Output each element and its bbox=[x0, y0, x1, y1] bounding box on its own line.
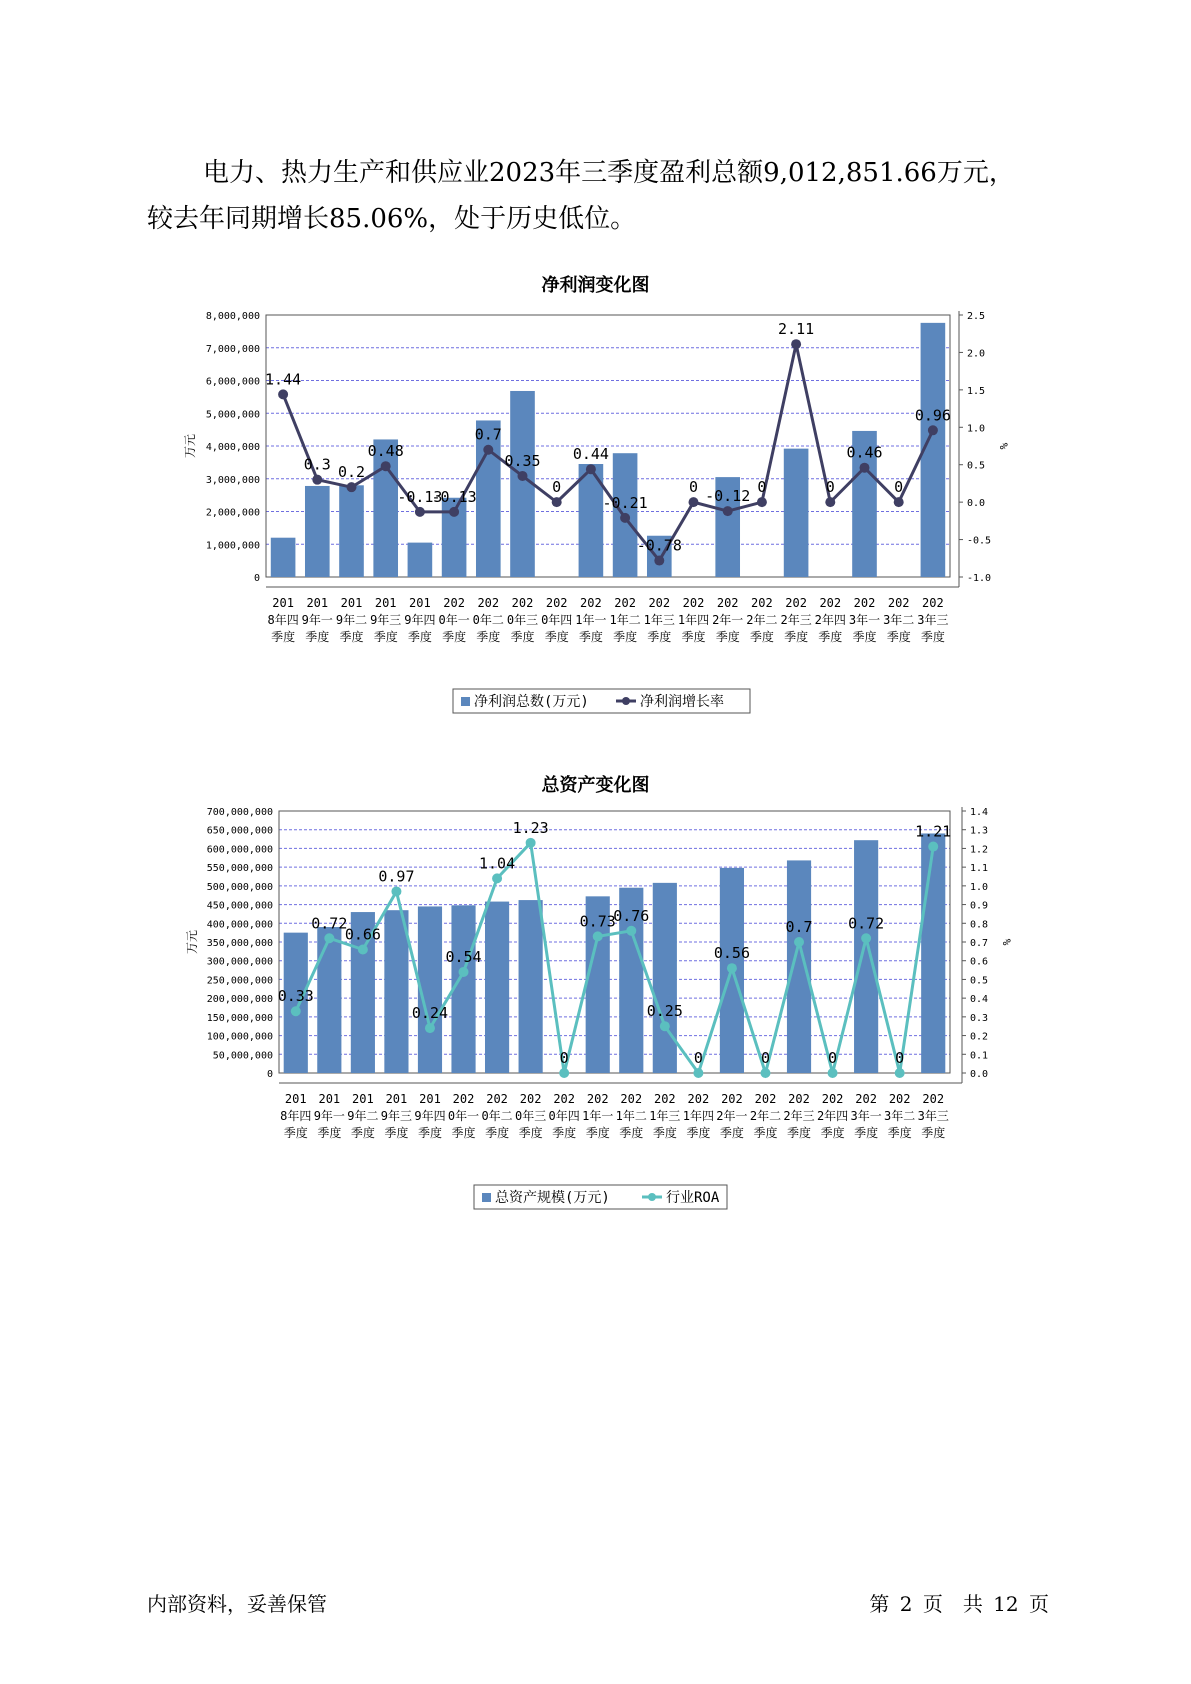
y2-tick-label: 0.6 bbox=[970, 956, 989, 968]
y-tick-label: 3,000,000 bbox=[205, 474, 260, 486]
footer-confidential-note: 内部资料，妥善保管 bbox=[147, 1592, 327, 1616]
y-tick-label: 600,000,000 bbox=[206, 844, 273, 856]
line-point bbox=[593, 931, 603, 941]
x-category-label: 202 3年三季度 bbox=[917, 596, 949, 644]
line-data-label: 0 bbox=[559, 1049, 569, 1067]
y-tick-label: 4,000,000 bbox=[205, 442, 260, 453]
line-data-label: 0.96 bbox=[914, 406, 951, 425]
legend-bar-label: 净利润总数(万元) bbox=[474, 694, 589, 710]
line-data-label: 0.24 bbox=[411, 1004, 449, 1023]
line-point bbox=[358, 944, 368, 954]
bar bbox=[339, 485, 364, 577]
line-point bbox=[757, 497, 767, 507]
line-point bbox=[278, 389, 288, 399]
line-point bbox=[894, 497, 904, 507]
x-category-label: 202 0年四季度 bbox=[548, 1092, 580, 1140]
x-category-label: 201 9年二季度 bbox=[335, 596, 368, 644]
line-data-label: 0 bbox=[757, 478, 767, 497]
y-tick-label: 100,000,000 bbox=[206, 1031, 273, 1043]
y-tick-label: 300,000,000 bbox=[206, 956, 273, 968]
line-point bbox=[552, 497, 562, 507]
y2-tick-label: 0.1 bbox=[970, 1050, 989, 1062]
legend-bar-swatch bbox=[482, 1193, 491, 1202]
line-point bbox=[791, 339, 801, 349]
line-point bbox=[483, 445, 493, 455]
line-point bbox=[381, 461, 391, 471]
x-category-label: 202 3年一季度 bbox=[848, 596, 881, 644]
line-data-label: 0 bbox=[894, 478, 904, 497]
y-tick-label: 7,000,000 bbox=[205, 343, 260, 355]
line-data-label: 0 bbox=[552, 478, 562, 497]
x-category-label: 202 1年三季度 bbox=[643, 596, 675, 644]
x-category-label: 201 8年四季度 bbox=[267, 596, 299, 644]
line-point bbox=[794, 937, 804, 947]
line-data-label: 0 bbox=[828, 1049, 838, 1067]
x-category-label: 201 9年二季度 bbox=[347, 1092, 379, 1140]
bar bbox=[921, 833, 945, 1073]
x-category-label: 202 0年三季度 bbox=[515, 1092, 547, 1140]
x-category-label: 202 0年一季度 bbox=[447, 1092, 480, 1140]
line-data-label: 2.11 bbox=[778, 320, 815, 339]
net-profit-chart bbox=[0, 300, 1191, 720]
line-point bbox=[347, 482, 357, 492]
line-data-label: 1.04 bbox=[479, 854, 516, 873]
footer-page-number: 第 2 页 共 12 页 bbox=[869, 1592, 1049, 1616]
y-tick-label: 200,000,000 bbox=[206, 994, 273, 1006]
y-tick-label: 2,000,000 bbox=[205, 507, 260, 519]
line-data-label: 0.66 bbox=[344, 925, 381, 944]
x-category-label: 201 9年一季度 bbox=[313, 1092, 345, 1140]
bar bbox=[784, 449, 809, 577]
x-category-label: 202 1年三季度 bbox=[649, 1092, 681, 1140]
bar bbox=[271, 538, 296, 577]
y2-tick-label: 0.0 bbox=[970, 1069, 989, 1080]
x-category-label: 202 1年二季度 bbox=[615, 1092, 647, 1140]
line-data-label: -0.21 bbox=[602, 493, 648, 512]
y2-tick-label: 0.3 bbox=[970, 1012, 989, 1024]
line-point bbox=[312, 475, 322, 485]
line-point bbox=[825, 497, 835, 507]
y2-tick-label: 1.2 bbox=[970, 844, 989, 856]
line-data-label: 0.56 bbox=[713, 944, 750, 963]
x-category-label: 202 1年一季度 bbox=[582, 1092, 614, 1140]
x-category-label: 202 2年三季度 bbox=[780, 596, 812, 644]
y-axis-title: 万元 bbox=[183, 433, 197, 459]
x-category-label: 201 9年四季度 bbox=[414, 1092, 446, 1140]
line-point bbox=[526, 838, 536, 848]
y2-tick-label: -1.0 bbox=[967, 573, 992, 584]
y-tick-label: 500,000,000 bbox=[206, 881, 273, 893]
line-point bbox=[324, 933, 334, 943]
y2-tick-label: 1.5 bbox=[967, 385, 986, 397]
x-category-label: 202 2年二季度 bbox=[746, 596, 778, 644]
y2-tick-label: 0.4 bbox=[970, 994, 989, 1006]
line-data-label: -0.12 bbox=[705, 487, 751, 506]
line-point bbox=[391, 886, 401, 896]
x-category-label: 202 0年三季度 bbox=[506, 596, 539, 644]
legend-bar-label: 总资产规模(万元) bbox=[495, 1190, 610, 1206]
x-category-label: 202 2年二季度 bbox=[749, 1092, 782, 1140]
line-data-label: 1.21 bbox=[915, 822, 952, 841]
y2-tick-label: 0.2 bbox=[970, 1031, 989, 1043]
x-category-label: 201 9年三季度 bbox=[380, 1092, 413, 1140]
y-tick-label: 550,000,000 bbox=[206, 863, 273, 875]
x-category-label: 201 9年四季度 bbox=[404, 596, 436, 644]
intro-paragraph bbox=[147, 150, 1047, 242]
x-category-label: 201 9年一季度 bbox=[301, 596, 333, 644]
y-tick-label: 0 bbox=[253, 573, 260, 584]
bar bbox=[476, 420, 501, 577]
y2-tick-label: 0.7 bbox=[970, 938, 989, 949]
bar bbox=[787, 860, 811, 1073]
y2-tick-label: 1.3 bbox=[970, 825, 989, 837]
y2-tick-label: 0.0 bbox=[967, 498, 986, 510]
line-point bbox=[828, 1068, 838, 1078]
line-data-label: 1.23 bbox=[512, 818, 549, 837]
y2-tick-label: 1.4 bbox=[970, 807, 989, 818]
line-data-label: 0.25 bbox=[646, 1002, 683, 1021]
y-tick-label: 6,000,000 bbox=[205, 376, 260, 388]
line-data-label: 0.35 bbox=[504, 451, 541, 470]
total-assets-chart-title: 总资产变化图 bbox=[541, 775, 650, 796]
bar bbox=[451, 905, 475, 1073]
line-data-label: 1.44 bbox=[265, 370, 302, 389]
line-data-label: 0.72 bbox=[311, 914, 348, 933]
line-data-label: 0.7 bbox=[785, 918, 813, 936]
y-tick-label: 1,000,000 bbox=[205, 540, 260, 552]
x-category-label: 201 8年四季度 bbox=[280, 1092, 312, 1140]
y2-tick-label: 0.9 bbox=[970, 900, 989, 912]
y-tick-label: 8,000,000 bbox=[205, 311, 260, 322]
line-data-label: 0.76 bbox=[613, 906, 650, 925]
line-point bbox=[727, 963, 737, 973]
y2-tick-label: -0.5 bbox=[967, 535, 992, 547]
line-data-label: 0 bbox=[895, 1049, 905, 1067]
line-point bbox=[760, 1068, 770, 1078]
line-data-label: -0.13 bbox=[431, 487, 477, 506]
legend-line-label: 行业ROA bbox=[666, 1190, 720, 1206]
y-tick-label: 150,000,000 bbox=[206, 1012, 273, 1024]
line-point bbox=[425, 1023, 435, 1033]
line-data-label: 0.46 bbox=[846, 443, 883, 462]
line-point bbox=[693, 1068, 703, 1078]
bar bbox=[519, 900, 543, 1073]
line-data-label: 0 bbox=[760, 1049, 770, 1067]
x-category-label: 202 0年二季度 bbox=[481, 1092, 513, 1140]
bar bbox=[305, 486, 330, 577]
x-category-label: 202 3年三季度 bbox=[917, 1092, 949, 1140]
x-category-label: 202 3年二季度 bbox=[884, 1092, 916, 1140]
line-data-label: 0.97 bbox=[378, 867, 415, 886]
line-data-label: 0 bbox=[825, 478, 835, 497]
y2-tick-label: 1.1 bbox=[970, 863, 989, 875]
line-data-label: -0.78 bbox=[636, 536, 682, 555]
total-assets-chart bbox=[0, 800, 1191, 1220]
x-category-label: 202 2年四季度 bbox=[814, 596, 846, 644]
line-point bbox=[492, 873, 502, 883]
x-category-label: 202 1年四季度 bbox=[677, 596, 710, 644]
x-category-label: 202 1年四季度 bbox=[682, 1092, 714, 1140]
line-point bbox=[928, 425, 938, 435]
line-data-label: 0.48 bbox=[367, 442, 404, 461]
legend-line-marker bbox=[622, 697, 630, 705]
line-point bbox=[449, 507, 459, 517]
x-category-label: 202 0年四季度 bbox=[541, 596, 573, 644]
y2-tick-label: 0.5 bbox=[967, 460, 986, 472]
x-category-label: 202 0年一季度 bbox=[438, 596, 470, 644]
bar bbox=[384, 910, 408, 1073]
line-data-label: 0.44 bbox=[572, 445, 609, 464]
x-category-label: 202 2年四季度 bbox=[816, 1092, 849, 1140]
y2-tick-label: 0.5 bbox=[970, 975, 989, 987]
y-tick-label: 450,000,000 bbox=[206, 900, 273, 912]
bar bbox=[854, 840, 878, 1073]
bar bbox=[408, 543, 433, 577]
y-tick-label: 50,000,000 bbox=[212, 1050, 273, 1062]
paragraph-line-2: 较去年同期增长85.06%，处于历史低位。 bbox=[147, 204, 637, 234]
legend-line-marker bbox=[648, 1193, 656, 1201]
bar bbox=[317, 927, 341, 1073]
line-data-label: 0.2 bbox=[337, 463, 366, 482]
line-data-label: 0.73 bbox=[579, 912, 616, 931]
x-category-label: 202 2年一季度 bbox=[712, 596, 744, 644]
x-category-label: 202 1年一季度 bbox=[575, 596, 607, 644]
line-data-label: 0.3 bbox=[303, 455, 331, 474]
line-point bbox=[586, 464, 596, 474]
y-axis-title: 万元 bbox=[185, 929, 199, 955]
net-profit-chart-title: 净利润变化图 bbox=[541, 275, 650, 296]
y-tick-label: 5,000,000 bbox=[205, 409, 260, 421]
y-tick-label: 700,000,000 bbox=[206, 807, 273, 818]
y2-tick-label: 1.0 bbox=[970, 881, 989, 893]
y2-axis-title: % bbox=[1000, 938, 1013, 946]
bar bbox=[485, 902, 509, 1073]
line-data-label: -0.13 bbox=[397, 487, 443, 506]
line-point bbox=[860, 463, 870, 473]
x-category-label: 202 2年一季度 bbox=[716, 1092, 748, 1140]
line-point bbox=[291, 1006, 301, 1016]
paragraph-line-1: 电力、热力生产和供应业2023年三季度盈利总额9,012,851.66万元， bbox=[203, 158, 1015, 188]
x-category-label: 202 3年二季度 bbox=[883, 596, 915, 644]
line-data-label: 0.7 bbox=[474, 425, 502, 444]
line-data-label: 0.54 bbox=[445, 947, 482, 966]
line-data-label: 0 bbox=[693, 1049, 703, 1067]
x-category-label: 202 3年一季度 bbox=[850, 1092, 882, 1140]
x-category-label: 202 1年二季度 bbox=[609, 596, 641, 644]
y2-axis-title: % bbox=[997, 442, 1010, 450]
line-point bbox=[895, 1068, 905, 1078]
line-point bbox=[654, 556, 664, 566]
line-point bbox=[459, 967, 469, 977]
x-category-label: 202 0年二季度 bbox=[472, 596, 504, 644]
line-point bbox=[620, 513, 630, 523]
y-tick-label: 350,000,000 bbox=[206, 938, 273, 949]
x-category-label: 201 9年三季度 bbox=[370, 596, 402, 644]
line-data-label: 0.33 bbox=[277, 987, 314, 1006]
line-point bbox=[689, 497, 699, 507]
y2-tick-label: 1.0 bbox=[967, 423, 986, 435]
line-data-label: 0.72 bbox=[848, 914, 885, 933]
line-point bbox=[660, 1021, 670, 1031]
y-tick-label: 250,000,000 bbox=[206, 975, 273, 987]
bar bbox=[653, 883, 677, 1073]
line-point bbox=[723, 506, 733, 516]
line-data-label: 0 bbox=[688, 478, 699, 497]
line-point bbox=[559, 1068, 569, 1078]
line-point bbox=[626, 926, 636, 936]
y2-tick-label: 2.0 bbox=[967, 348, 986, 360]
legend-line-label: 净利润增长率 bbox=[640, 694, 724, 710]
y2-tick-label: 2.5 bbox=[967, 311, 986, 322]
y-tick-label: 400,000,000 bbox=[206, 919, 273, 931]
line-point bbox=[518, 471, 528, 481]
line-point bbox=[415, 507, 425, 517]
line-point bbox=[861, 933, 871, 943]
legend-bar-swatch bbox=[461, 697, 470, 706]
line-point bbox=[928, 842, 938, 852]
y2-tick-label: 0.8 bbox=[970, 919, 989, 931]
x-category-label: 202 2年三季度 bbox=[783, 1092, 815, 1140]
y-tick-label: 650,000,000 bbox=[206, 825, 273, 837]
y-tick-label: 0 bbox=[266, 1069, 273, 1080]
